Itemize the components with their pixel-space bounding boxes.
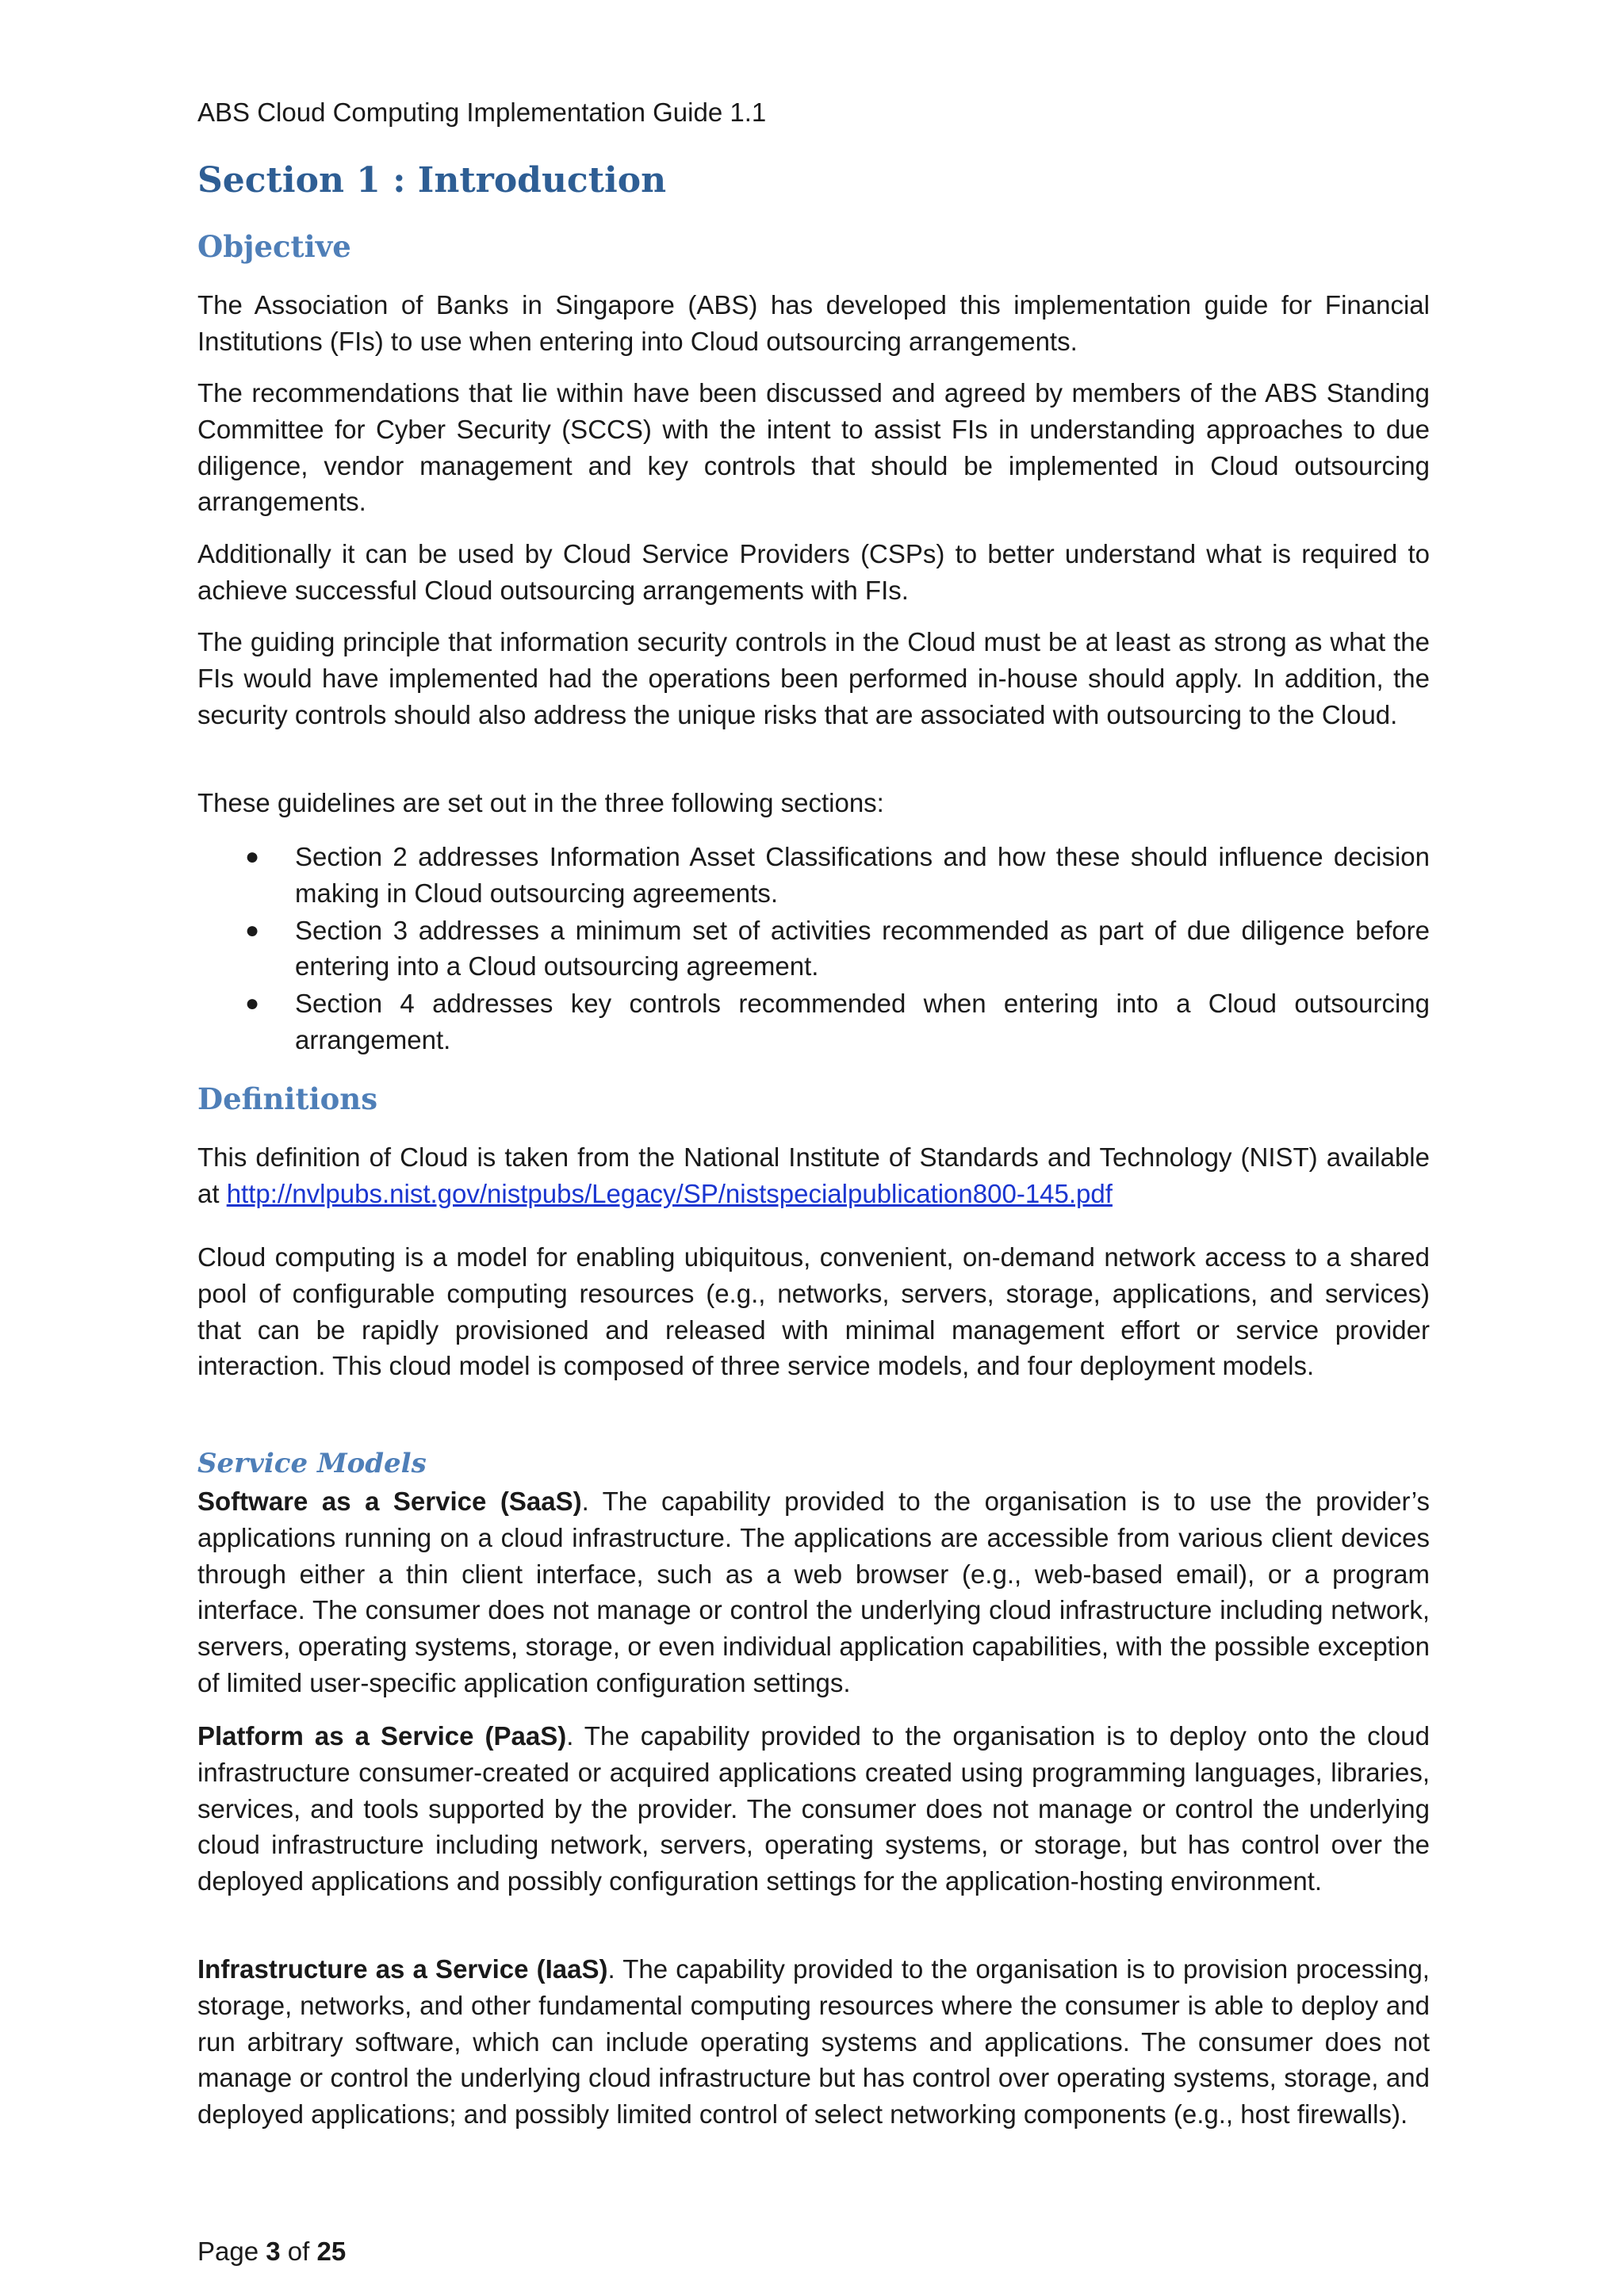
list-item: ● Section 2 addresses Information Asset Classifications and how these should influence decision making in Cloud outsourcing agreements.	[197, 839, 1430, 912]
definitions-paragraph: Cloud computing is a model for enabling ubiquitous, convenient, on-demand network access to a shared pool of configurable computing resources (e.g., networks, servers, storage, applications, and services) that can be rapidly provisioned and released with minimal management effort or service provider interaction. This cloud model is composed of three service models, and four deployment models.	[197, 1242, 1430, 1381]
section-title: Section 1 : Introduction	[197, 160, 667, 201]
objective-heading: Objective	[197, 229, 351, 264]
sections-bullet-list	[197, 839, 1430, 1059]
page-number-footer: Page 3 of 25	[197, 2237, 347, 2266]
paas-paragraph: Platform as a Service (PaaS). The capability provided to the organisation is to deploy onto the cloud infrastructure consumer-created or acquired applications created using programming languages, libraries, services, and tools supported by the provider. The consumer does not manage or control the underlying cloud infrastructure including network, servers, operating systems, or storage, but has control over the deployed applications and possibly configuration settings for the application-hosting environment.	[197, 1721, 1430, 1896]
definitions-heading: Definitions	[197, 1081, 378, 1116]
total-pages: 25	[316, 2237, 347, 2266]
paas-term: Platform as a Service (PaaS)	[197, 1721, 567, 1751]
objective-paragraph-4: The guiding principle that information security controls in the Cloud must be at least as strong as what the FIs would have implemented had the operations been performed in-house should apply. In addition, the security controls should also address the unique risks that are associated with outsourcing to the Cloud.	[197, 627, 1430, 729]
definitions-intro: This definition of Cloud is taken from the National Institute of Standards and Technology (NIST) available at http://nvlpubs.nist.gov/nistpubs/Legacy/SP/nistspecialpublication800-145.pdf	[197, 1142, 1430, 1208]
objective-paragraph-1: The Association of Banks in Singapore (ABS) has developed this implementation guide for Financial Institutions (FIs) to use when entering into Cloud outsourcing arrangements.	[197, 290, 1430, 356]
bullet-icon: ●	[245, 844, 260, 870]
objective-paragraph-5: These guidelines are set out in the three following sections:	[197, 788, 884, 817]
bullet-icon: ●	[245, 916, 260, 943]
list-item: ● Section 4 addresses key controls recommended when entering into a Cloud outsourcing arrangement.	[197, 985, 1430, 1058]
nist-link[interactable]: http://nvlpubs.nist.gov/nistpubs/Legacy/SP/nistspecialpublication800-145.pdf	[226, 1178, 1113, 1208]
objective-paragraph-2: The recommendations that lie within have been discussed and agreed by members of the ABS Standing Committee for Cyber Security (SCCS) with the intent to assist FIs in understanding approaches to due diligence, vendor management and key controls that should be implemented in Cloud outsourcing arrangements.	[197, 378, 1430, 517]
iaas-term: Infrastructure as a Service (IaaS)	[197, 1954, 608, 1984]
saas-term: Software as a Service (SaaS)	[197, 1487, 582, 1516]
saas-paragraph: Software as a Service (SaaS). The capability provided to the organisation is to use the provider’s applications running on a cloud infrastructure. The applications are accessible from various client devices through either a thin client interface, such as a web browser (e.g., web-based email), or a program interface. The consumer does not manage or control the underlying cloud infrastructure including network, servers, operating systems, storage, or even individual application capabilities, with the possible exception of limited user-specific application configuration settings.	[197, 1487, 1430, 1697]
iaas-paragraph: Infrastructure as a Service (IaaS). The capability provided to the organisation is to provision processing, storage, networks, and other fundamental computing resources where the consumer is able to deploy and run arbitrary software, which can include operating systems and applications. The consumer does not manage or control the underlying cloud infrastructure but has control over operating systems, storage, and deployed applications; and possibly limited control of select networking components (e.g., host firewalls).	[197, 1954, 1430, 2130]
bullet-icon: ●	[245, 990, 260, 1017]
objective-paragraph-3: Additionally it can be used by Cloud Service Providers (CSPs) to better understand what is required to achieve successful Cloud outsourcing arrangements with FIs.	[197, 539, 1430, 605]
service-models-heading: Service Models	[197, 1448, 427, 1479]
current-page: 3	[266, 2237, 281, 2266]
running-header: ABS Cloud Computing Implementation Guide 1.1	[197, 98, 767, 127]
list-item: ● Section 3 addresses a minimum set of activities recommended as part of due diligence before entering into a Cloud outsourcing agreement.	[197, 913, 1430, 985]
